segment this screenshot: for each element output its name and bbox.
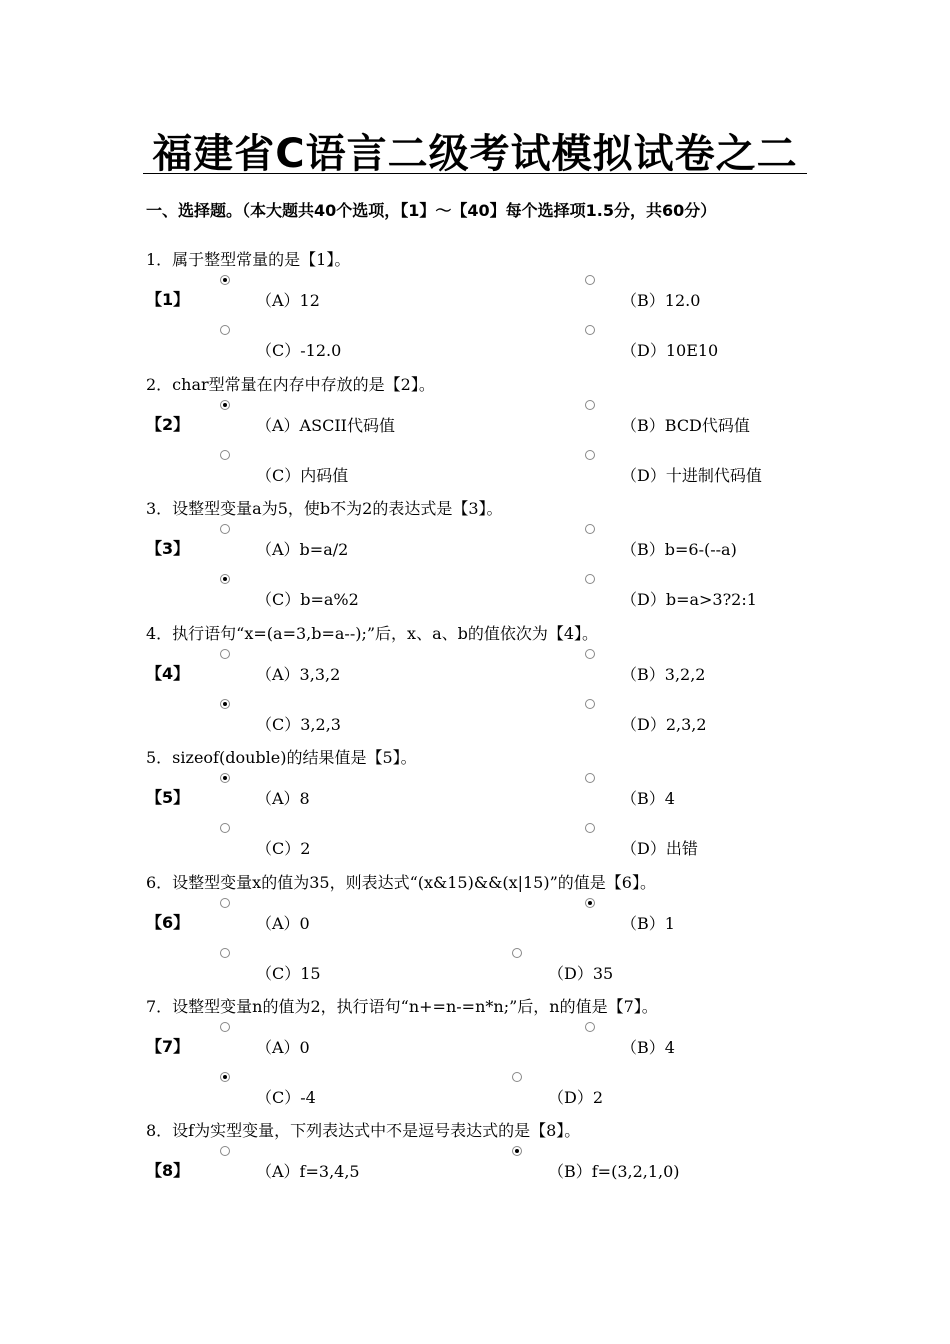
question-1 <box>146 247 846 372</box>
option-label-a[interactable]: （A）12 <box>256 291 320 310</box>
option-radio-a[interactable] <box>220 400 230 410</box>
option-label-b[interactable]: （B）1 <box>621 914 675 933</box>
answer-slot-label: 【6】 <box>146 913 190 932</box>
answer-slot-label: 【2】 <box>146 415 190 434</box>
option-label-d[interactable]: （D）2,3,2 <box>621 715 707 734</box>
question-2 <box>146 372 846 497</box>
option-label-c[interactable]: （C）2 <box>256 839 311 858</box>
option-radio-a[interactable] <box>220 773 230 783</box>
option-label-b[interactable]: （B）BCD代码值 <box>621 416 750 435</box>
option-label-c[interactable]: （C）-4 <box>256 1088 316 1107</box>
answer-slot-label: 【4】 <box>146 664 190 683</box>
option-radio-c[interactable] <box>220 450 230 460</box>
option-radio-d[interactable] <box>512 948 522 958</box>
option-radio-b[interactable] <box>585 649 595 659</box>
option-radio-d[interactable] <box>585 450 595 460</box>
answer-slot-label: 【7】 <box>146 1037 190 1056</box>
option-radio-b[interactable] <box>585 275 595 285</box>
option-radio-c[interactable] <box>220 574 230 584</box>
option-radio-d[interactable] <box>585 574 595 584</box>
option-radio-b[interactable] <box>585 898 595 908</box>
option-label-d[interactable]: （D）十进制代码值 <box>621 466 762 485</box>
option-label-a[interactable]: （A）ASCII代码值 <box>256 416 395 435</box>
option-label-d[interactable]: （D）35 <box>548 964 614 983</box>
question-3 <box>146 496 846 621</box>
option-radio-d[interactable] <box>512 1072 522 1082</box>
answer-slot-label: 【8】 <box>146 1161 190 1180</box>
option-label-d[interactable]: （D）出错 <box>621 839 698 858</box>
option-radio-b[interactable] <box>585 773 595 783</box>
option-label-c[interactable]: （C）3,2,3 <box>256 715 341 734</box>
answer-slot-label: 【5】 <box>146 788 190 807</box>
question-text: 1．属于整型常量的是【1】。 <box>146 250 351 269</box>
option-label-c[interactable]: （C）b=a%2 <box>256 590 359 609</box>
option-radio-c[interactable] <box>220 325 230 335</box>
option-label-c[interactable]: （C）内码值 <box>256 466 349 485</box>
option-radio-a[interactable] <box>220 649 230 659</box>
option-radio-b[interactable] <box>585 524 595 534</box>
option-label-a[interactable]: （A）8 <box>256 789 310 808</box>
question-text: 3．设整型变量a为5，使b不为2的表达式是【3】。 <box>146 499 503 518</box>
option-label-d[interactable]: （D）2 <box>548 1088 604 1107</box>
question-4 <box>146 621 846 746</box>
option-radio-a[interactable] <box>220 524 230 534</box>
option-label-a[interactable]: （A）f=3,4,5 <box>256 1162 360 1181</box>
option-label-a[interactable]: （A）3,3,2 <box>256 665 341 684</box>
option-label-d[interactable]: （D）10E10 <box>621 341 719 360</box>
option-label-b[interactable]: （B）3,2,2 <box>621 665 706 684</box>
question-text: 4．执行语句“x=(a=3,b=a--);”后，x、a、b的值依次为【4】。 <box>146 624 599 643</box>
option-radio-a[interactable] <box>220 1146 230 1156</box>
option-label-a[interactable]: （A）0 <box>256 1038 310 1057</box>
option-label-d[interactable]: （D）b=a>3?2:1 <box>621 590 757 609</box>
option-radio-a[interactable] <box>220 1022 230 1032</box>
option-label-b[interactable]: （B）4 <box>621 1038 675 1057</box>
option-label-b[interactable]: （B）4 <box>621 789 675 808</box>
answer-slot-label: 【1】 <box>146 290 190 309</box>
question-text: 6．设整型变量x的值为35，则表达式“(x&15)&&(x|15)”的值是【6】。 <box>146 873 656 892</box>
option-radio-d[interactable] <box>585 823 595 833</box>
title-underline <box>143 173 807 174</box>
question-7 <box>146 994 846 1119</box>
option-radio-a[interactable] <box>220 275 230 285</box>
option-label-c[interactable]: （C）15 <box>256 964 321 983</box>
option-label-b[interactable]: （B）12.0 <box>621 291 701 310</box>
option-radio-c[interactable] <box>220 823 230 833</box>
option-label-a[interactable]: （A）b=a/2 <box>256 540 349 559</box>
option-radio-b[interactable] <box>585 400 595 410</box>
option-label-a[interactable]: （A）0 <box>256 914 310 933</box>
option-radio-d[interactable] <box>585 699 595 709</box>
section-heading: 一、选择题。（本大题共40个选项，【1】～【40】每个选择项1.5分，共60分） <box>146 201 717 220</box>
option-radio-c[interactable] <box>220 699 230 709</box>
question-5 <box>146 745 846 870</box>
question-text: 5．sizeof(double)的结果值是【5】。 <box>146 748 417 767</box>
option-label-b[interactable]: （B）b=6-(--a) <box>621 540 737 559</box>
answer-slot-label: 【3】 <box>146 539 190 558</box>
option-radio-d[interactable] <box>585 325 595 335</box>
option-label-c[interactable]: （C）-12.0 <box>256 341 342 360</box>
option-radio-c[interactable] <box>220 948 230 958</box>
option-radio-c[interactable] <box>220 1072 230 1082</box>
question-text: 7．设整型变量n的值为2，执行语句“n+=n-=n*n;”后，n的值是【7】。 <box>146 997 658 1016</box>
question-8 <box>146 1118 846 1243</box>
question-text: 2．char型常量在内存中存放的是【2】。 <box>146 375 435 394</box>
option-label-b[interactable]: （B）f=(3,2,1,0) <box>548 1162 680 1181</box>
option-radio-b[interactable] <box>585 1022 595 1032</box>
question-text: 8．设f为实型变量，下列表达式中不是逗号表达式的是【8】。 <box>146 1121 581 1140</box>
option-radio-a[interactable] <box>220 898 230 908</box>
page-title: 福建省C语言二级考试模拟试卷之二 <box>152 131 798 177</box>
question-6 <box>146 870 846 995</box>
option-radio-b[interactable] <box>512 1146 522 1156</box>
